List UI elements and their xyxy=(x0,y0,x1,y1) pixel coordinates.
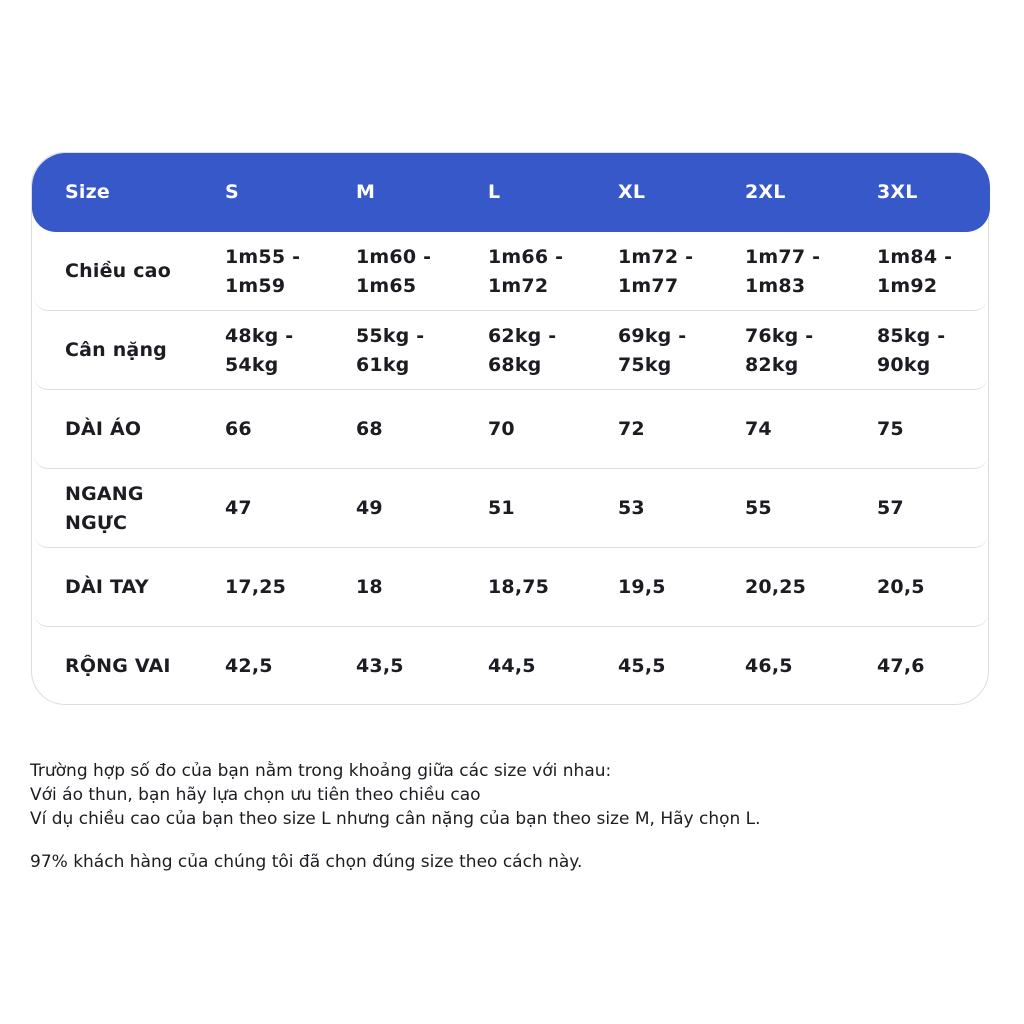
row-shoulder-width xyxy=(32,627,990,706)
table-cell: 69kg - 75kg xyxy=(618,324,687,376)
row-chest-width xyxy=(32,469,990,548)
table-cell: 62kg - 68kg xyxy=(488,324,557,376)
table-cell: 74 xyxy=(745,418,772,440)
table-cell: 19,5 xyxy=(618,576,666,598)
row-sleeve-length xyxy=(32,548,990,627)
row-label: Chiều cao xyxy=(65,260,171,282)
table-cell: 70 xyxy=(488,418,515,440)
row-label: DÀI TAY xyxy=(65,576,149,598)
table-cell: 48kg - 54kg xyxy=(225,324,294,376)
table-cell: 17,25 xyxy=(225,576,287,598)
header-size-l: L xyxy=(488,181,501,203)
table-cell: 20,25 xyxy=(745,576,807,598)
table-cell: 46,5 xyxy=(745,655,793,677)
header-size-xl: XL xyxy=(618,181,646,203)
table-cell: 51 xyxy=(488,497,515,519)
header-size-label: Size xyxy=(65,181,110,203)
header-size-m: M xyxy=(356,181,376,203)
note-line: Trường hợp số đo của bạn nằm trong khoảng giữa các size với nhau: xyxy=(30,761,612,781)
note-line: Ví dụ chiều cao của bạn theo size L nhưng cân nặng của bạn theo size M, Hãy chọn L. xyxy=(30,809,761,829)
note-line: 97% khách hàng của chúng tôi đã chọn đúng size theo cách này. xyxy=(30,852,583,872)
table-cell: 66 xyxy=(225,418,252,440)
table-cell: 85kg - 90kg xyxy=(877,324,946,376)
table-cell: 75 xyxy=(877,418,904,440)
note-line: Với áo thun, bạn hãy lựa chọn ưu tiên theo chiều cao xyxy=(30,785,481,805)
table-cell: 1m66 - 1m72 xyxy=(488,245,564,297)
table-cell: 72 xyxy=(618,418,645,440)
table-cell: 18 xyxy=(356,576,383,598)
row-height xyxy=(32,232,990,311)
header-size-3xl: 3XL xyxy=(877,181,918,203)
row-weight xyxy=(32,311,990,390)
table-cell: 45,5 xyxy=(618,655,666,677)
table-cell: 1m72 - 1m77 xyxy=(618,245,694,297)
table-cell: 18,75 xyxy=(488,576,550,598)
header-size-2xl: 2XL xyxy=(745,181,786,203)
row-shirt-length xyxy=(32,390,990,469)
table-cell: 42,5 xyxy=(225,655,273,677)
row-label: NGANG NGỰC xyxy=(65,482,144,534)
row-label: DÀI ÁO xyxy=(65,418,142,440)
table-cell: 76kg - 82kg xyxy=(745,324,814,376)
table-cell: 57 xyxy=(877,497,904,519)
table-cell: 47 xyxy=(225,497,252,519)
table-cell: 49 xyxy=(356,497,383,519)
table-cell: 1m55 - 1m59 xyxy=(225,245,301,297)
table-cell: 1m77 - 1m83 xyxy=(745,245,821,297)
row-label: RỘNG VAI xyxy=(65,655,171,677)
table-cell: 43,5 xyxy=(356,655,404,677)
table-cell: 55 xyxy=(745,497,772,519)
table-cell: 53 xyxy=(618,497,645,519)
table-cell: 55kg - 61kg xyxy=(356,324,425,376)
table-cell: 44,5 xyxy=(488,655,536,677)
table-cell: 20,5 xyxy=(877,576,925,598)
size-chart-header-row xyxy=(32,153,990,232)
row-label: Cân nặng xyxy=(65,339,167,361)
size-guide-notes xyxy=(30,759,990,874)
table-cell: 68 xyxy=(356,418,383,440)
table-cell: 1m84 - 1m92 xyxy=(877,245,953,297)
table-cell: 47,6 xyxy=(877,655,925,677)
header-size-s: S xyxy=(225,181,239,203)
table-cell: 1m60 - 1m65 xyxy=(356,245,432,297)
